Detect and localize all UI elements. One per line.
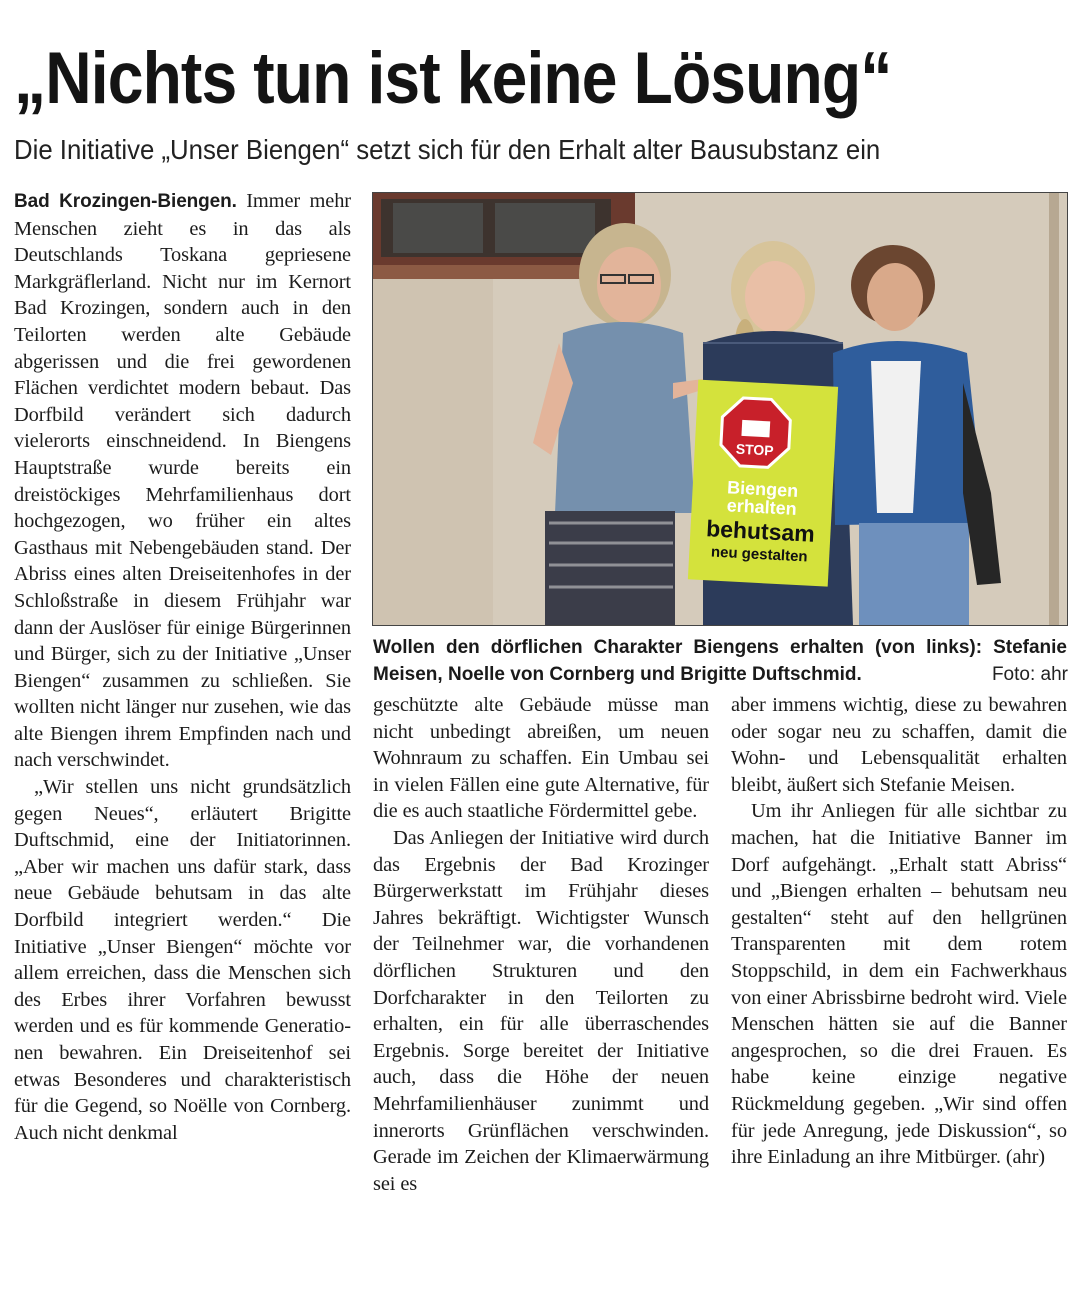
- poster-line-1: Biengen: [726, 477, 799, 501]
- paragraph-3: geschützte alte Gebäude müsse man nicht unbedingt abreißen, um neuen Wohnraum zu schaffen. Ein Umbau sei in vielen Fällen eine gute Alternative, für die es auch staatliche Fördermittel gebe.: [373, 694, 709, 823]
- poster-line-3: behutsam: [705, 515, 816, 547]
- paragraph-6: Um ihr Anliegen für alle sichtbar zu machen, hat die Initiative Banner im Dorf aufgehängt. „Erhalt statt Abriss“ und „Biengen erhalten – behutsam neu gestalten“ steht auf den hellgrünen Transparenten mit dem rotem Stoppschild, in dem ein Fachwerkhaus von einer Abrissbirne bedroht wird. Viele Menschen hätten sie auf die Banner angesprochen, so die drei Frauen. Es habe keine einzige negative Rückmeldung gegeben. „Wir sind offen für jede Anregung, jede Diskussion“, so ihre Einladung an ihre Mitbürger. (ahr): [731, 800, 1067, 1169]
- paragraph-2: „Wir stellen uns nicht grundsätzlich gegen Neues“, erläutert Brigitte Duftschmid, eine der Initiatorinnen. „Aber wir machen uns dafür stark, dass neue Gebäude behutsam in das alte Dorfbild integriert werden.“ Die Initiative „Unser Biengen“ möchte vor allem erreichen, dass die Menschen sich des Erbes ihrer Vorfahren bewusst werden und es für kommende Generationen bewahren. Ein Dreiseitenhof sei etwas Besonderes und charakteristisch für die Gegend, so Noëlle von Cornberg. Auch nicht denkmal: [14, 776, 351, 1144]
- poster-stop-text: STOP: [735, 440, 775, 459]
- article-column-1: [14, 188, 351, 1146]
- headline: „Nichts tun ist keine Lösung“: [14, 38, 892, 119]
- paragraph-1-text: Immer mehr Menschen zieht es in das als Deutschlands Toskana gepriesene Markgräflerland. Nicht nur im Kernort Bad Krozingen, sondern auch in den Teilorten werden alte Gebäude abgerissen und die frei gewordenen Flächen verdichtet modern bebaut. Das Dorfbild verändert sich dadurch vielerorts einschneidend. In Biengens Hauptstraße wurde bereits ein dreistöckiges Mehrfamilienhaus dort hochgezogen, wo früher ein altes Gasthaus mit Nebengebäuden stand. Der Abriss eines alten Dreiseitenhofes in der Schloßstraße in diesem Frühjahr war dann der Auslöser für einige Bürgerinnen und Bürger, sich zu der Initiative „Unser Biengen“ zusammen zu schließen. Sie wollten nicht länger nur zusehen, wie das alte Biengen ihrem Empfinden nach und nach verschwindet.: [14, 190, 351, 772]
- article-photo: [372, 192, 1068, 626]
- article-column-3: [731, 692, 1067, 1171]
- photo-caption: Wollen den dörflichen Charakter Biengens erhalten (von links): Stefanie Meisen, Noelle von Cornberg und Brigitte Duftschmid.: [373, 637, 1067, 685]
- subheadline: Die Initiative „Unser Biengen“ setzt sich für den Erhalt alter Bausubstanz ein: [14, 134, 881, 165]
- paragraph-5: aber immens wichtig, diese zu bewahren oder sogar neu zu schaffen, damit die Wohn- und Lebensqualität erhalten bleibt, äußert sich Stefanie Meisen.: [731, 694, 1067, 796]
- paragraph-4: Das Anliegen der Initiative wird durch das Ergebnis der Bad Krozinger Bürgerwerkstatt im Frühjahr dieses Jahres bekräftigt. Wichtigster Wunsch der Teilnehmer war, die vorhandenen dörflichen Strukturen und den Dorfcharakter in den Teilorten zu erhalten, ein für alle überraschendes Ergebnis. Sorge bereitet der Initiative auch, dass die Höhe der neuen Mehrfamilienhäuser zunimmt und innerorts Grünflächen verschwinden. Gerade im Zeichen der Klimaerwärmung sei es: [373, 826, 709, 1195]
- photo-credit: Foto: ahr: [991, 664, 1068, 685]
- dateline: Bad Krozingen-Biengen.: [14, 191, 237, 212]
- poster-line-2: erhalten: [726, 495, 798, 519]
- paragraph-1: [14, 188, 351, 774]
- poster-line-4: neu gestalten: [710, 543, 808, 566]
- protest-poster: [688, 380, 838, 587]
- article-column-2: [373, 692, 709, 1197]
